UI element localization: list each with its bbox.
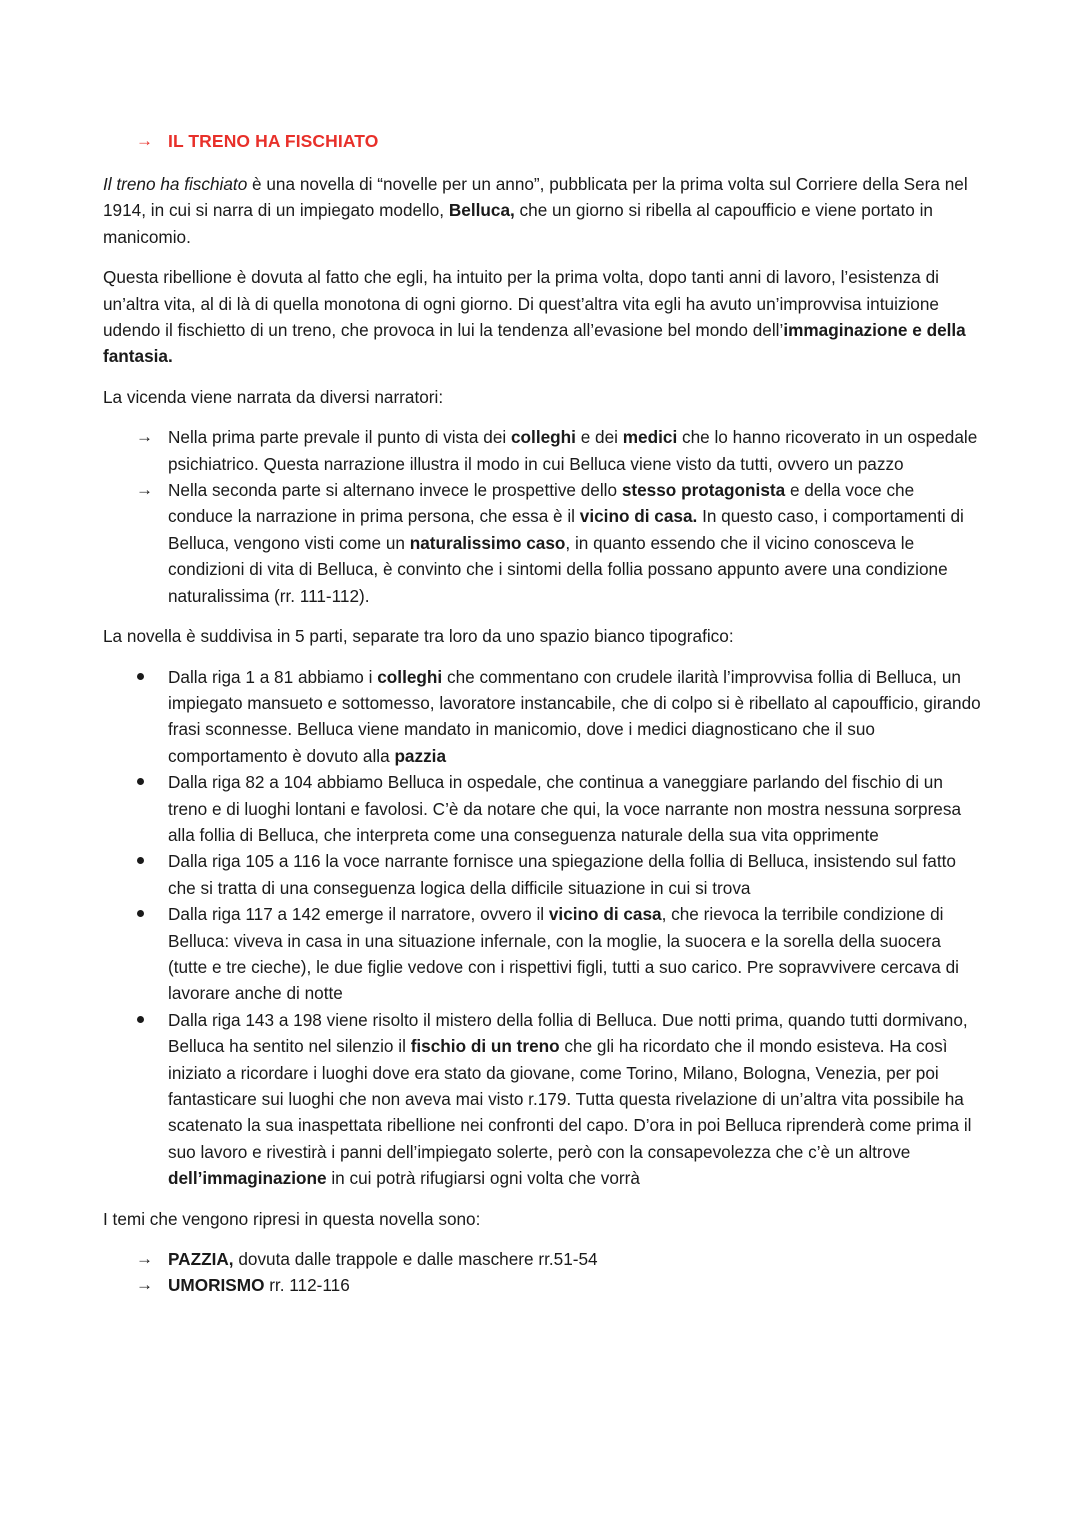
bullet-icon [135,901,168,927]
parts-intro: La novella è suddivisa in 5 parti, separate tra loro da uno spazio bianco tipografico: [103,626,734,647]
list-item: → UMORISMO rr. 112-116 [103,1272,983,1298]
parts-list [103,664,983,1192]
narrators-intro: La vicenda viene narrata da diversi narratori: [103,386,444,407]
bullet-icon [135,664,168,690]
title-text: IL TRENO HA FISCHIATO [168,130,379,151]
themes-list [103,1246,983,1299]
themes-intro: I temi che vengono ripresi in questa novella sono: [103,1208,481,1229]
list-item: → Nella seconda parte si alternano invece le prospettive dello stesso protagonista e della voce che conduce la narrazione in prima persona, che essa è il vicino di casa. In questo caso, i comportamenti di Belluca, vengono visti come un naturalissimo caso, in quanto essendo che il vicino conosceva le condizioni di vita di Belluca, è convinto che i sintomi della follia possano appunto avere una condizione naturalissima (rr. 111-112). [103,477,983,609]
arrow-icon: → [136,480,153,500]
arrow-icon: → [136,427,153,447]
bullet-icon [135,769,168,795]
arrow-icon: → [136,1275,153,1295]
novel-title-italic: Il treno ha fischiato [103,174,248,194]
list-item: → Nella prima parte prevale il punto di vista dei colleghi e dei medici che lo hanno ricoverato in un ospedale psichiatrico. Questa narrazione illustra il modo in cui Belluca viene visto da tutti, ovvero un pazzo [103,424,983,477]
arrow-icon: → [136,1249,153,1269]
list-item: Dalla riga 143 a 198 viene risolto il mistero della follia di Belluca. Due notti prima, quando tutti dormivano, Belluca ha sentito nel silenzio il fischio di un treno che gli ha ricordato che il mondo esisteva. Ha così iniziato a ricordare i luoghi dove era stato da giovane, come Torino, Milano, Bologna, Venezia, per poi fantasticare sui luoghi che non aveva mai visto r.179. Tutta questa rivelazione di un’altra vita possibile ha scatenato la sua inaspettata ribellione nei confronti del capo. D’ora in poi Belluca riprenderà come prima il suo lavoro e rivestirà i panni dell’impiegato solerte, però con la consapevolezza che c’è un altrove dell’immaginazione in cui potrà rifugiarsi ogni volta che vorrà [103,1007,983,1192]
rebellion-paragraph: Questa ribellione è dovuta al fatto che egli, ha intuito per la prima volta, dopo tanti anni di lavoro, l’esistenza di un’altra vita, al di là di quella monotona di ogni giorno. Di quest’altra vita egli ha avuto un’improvvisa intuizione udendo il fischietto di un treno, che provoca in lui la tendenza all’evasione bel mondo dell’immaginazione e della fantasia. [103,267,966,367]
list-item: Dalla riga 82 a 104 abbiamo Belluca in ospedale, che continua a vaneggiare parlando del fischio di un treno e di luoghi lontani e favolosi. C’è da notare che qui, la voce narrante non mostra nessuna sorpresa alla follia di Belluca, che interpreta come una conseguenza naturale della sua vita opprimente [103,769,983,848]
document-page [103,127,983,1313]
section-title [103,127,983,155]
list-item: Dalla riga 1 a 81 abbiamo i colleghi che commentano con crudele ilarità l’improvvisa follia di Belluca, un impiegato mansueto e sottomesso, lavoratore instancabile, che di colpo si è ribellato al capoufficio, girando frasi sconnesse. Belluca viene mandato in manicomio, dove i medici diagnosticano che il suo comportamento è dovuto alla pazzia [103,664,983,770]
bullet-icon [135,1007,168,1033]
list-item: → PAZZIA, dovuta dalle trappole e dalle maschere rr.51-54 [103,1246,983,1272]
arrow-icon: → [136,131,153,150]
intro-paragraph: Il treno ha fischiato è una novella di “novelle per un anno”, pubblicata per la prima volta sul Corriere della Sera nel 1914, in cui si narra di un impiegato modello, Belluca, che un giorno si ribella al capoufficio e viene portato in manicomio. [103,174,968,247]
bullet-icon [135,848,168,874]
list-item: Dalla riga 117 a 142 emerge il narratore, ovvero il vicino di casa, che rievoca la terribile condizione di Belluca: viveva in casa in una situazione infernale, con la moglie, la suocera e la sorella della suocera (tutte e tre cieche), le due figlie vedove con i rispettivi figli, tutti a suo carico. Pre sopravvivere cercava di lavorare anche di notte [103,901,983,1007]
narrators-list [103,424,983,609]
list-item: Dalla riga 105 a 116 la voce narrante fornisce una spiegazione della follia di Belluca, insistendo sul fatto che si tratta di una conseguenza logica della difficile situazione in cui si trova [103,848,983,901]
